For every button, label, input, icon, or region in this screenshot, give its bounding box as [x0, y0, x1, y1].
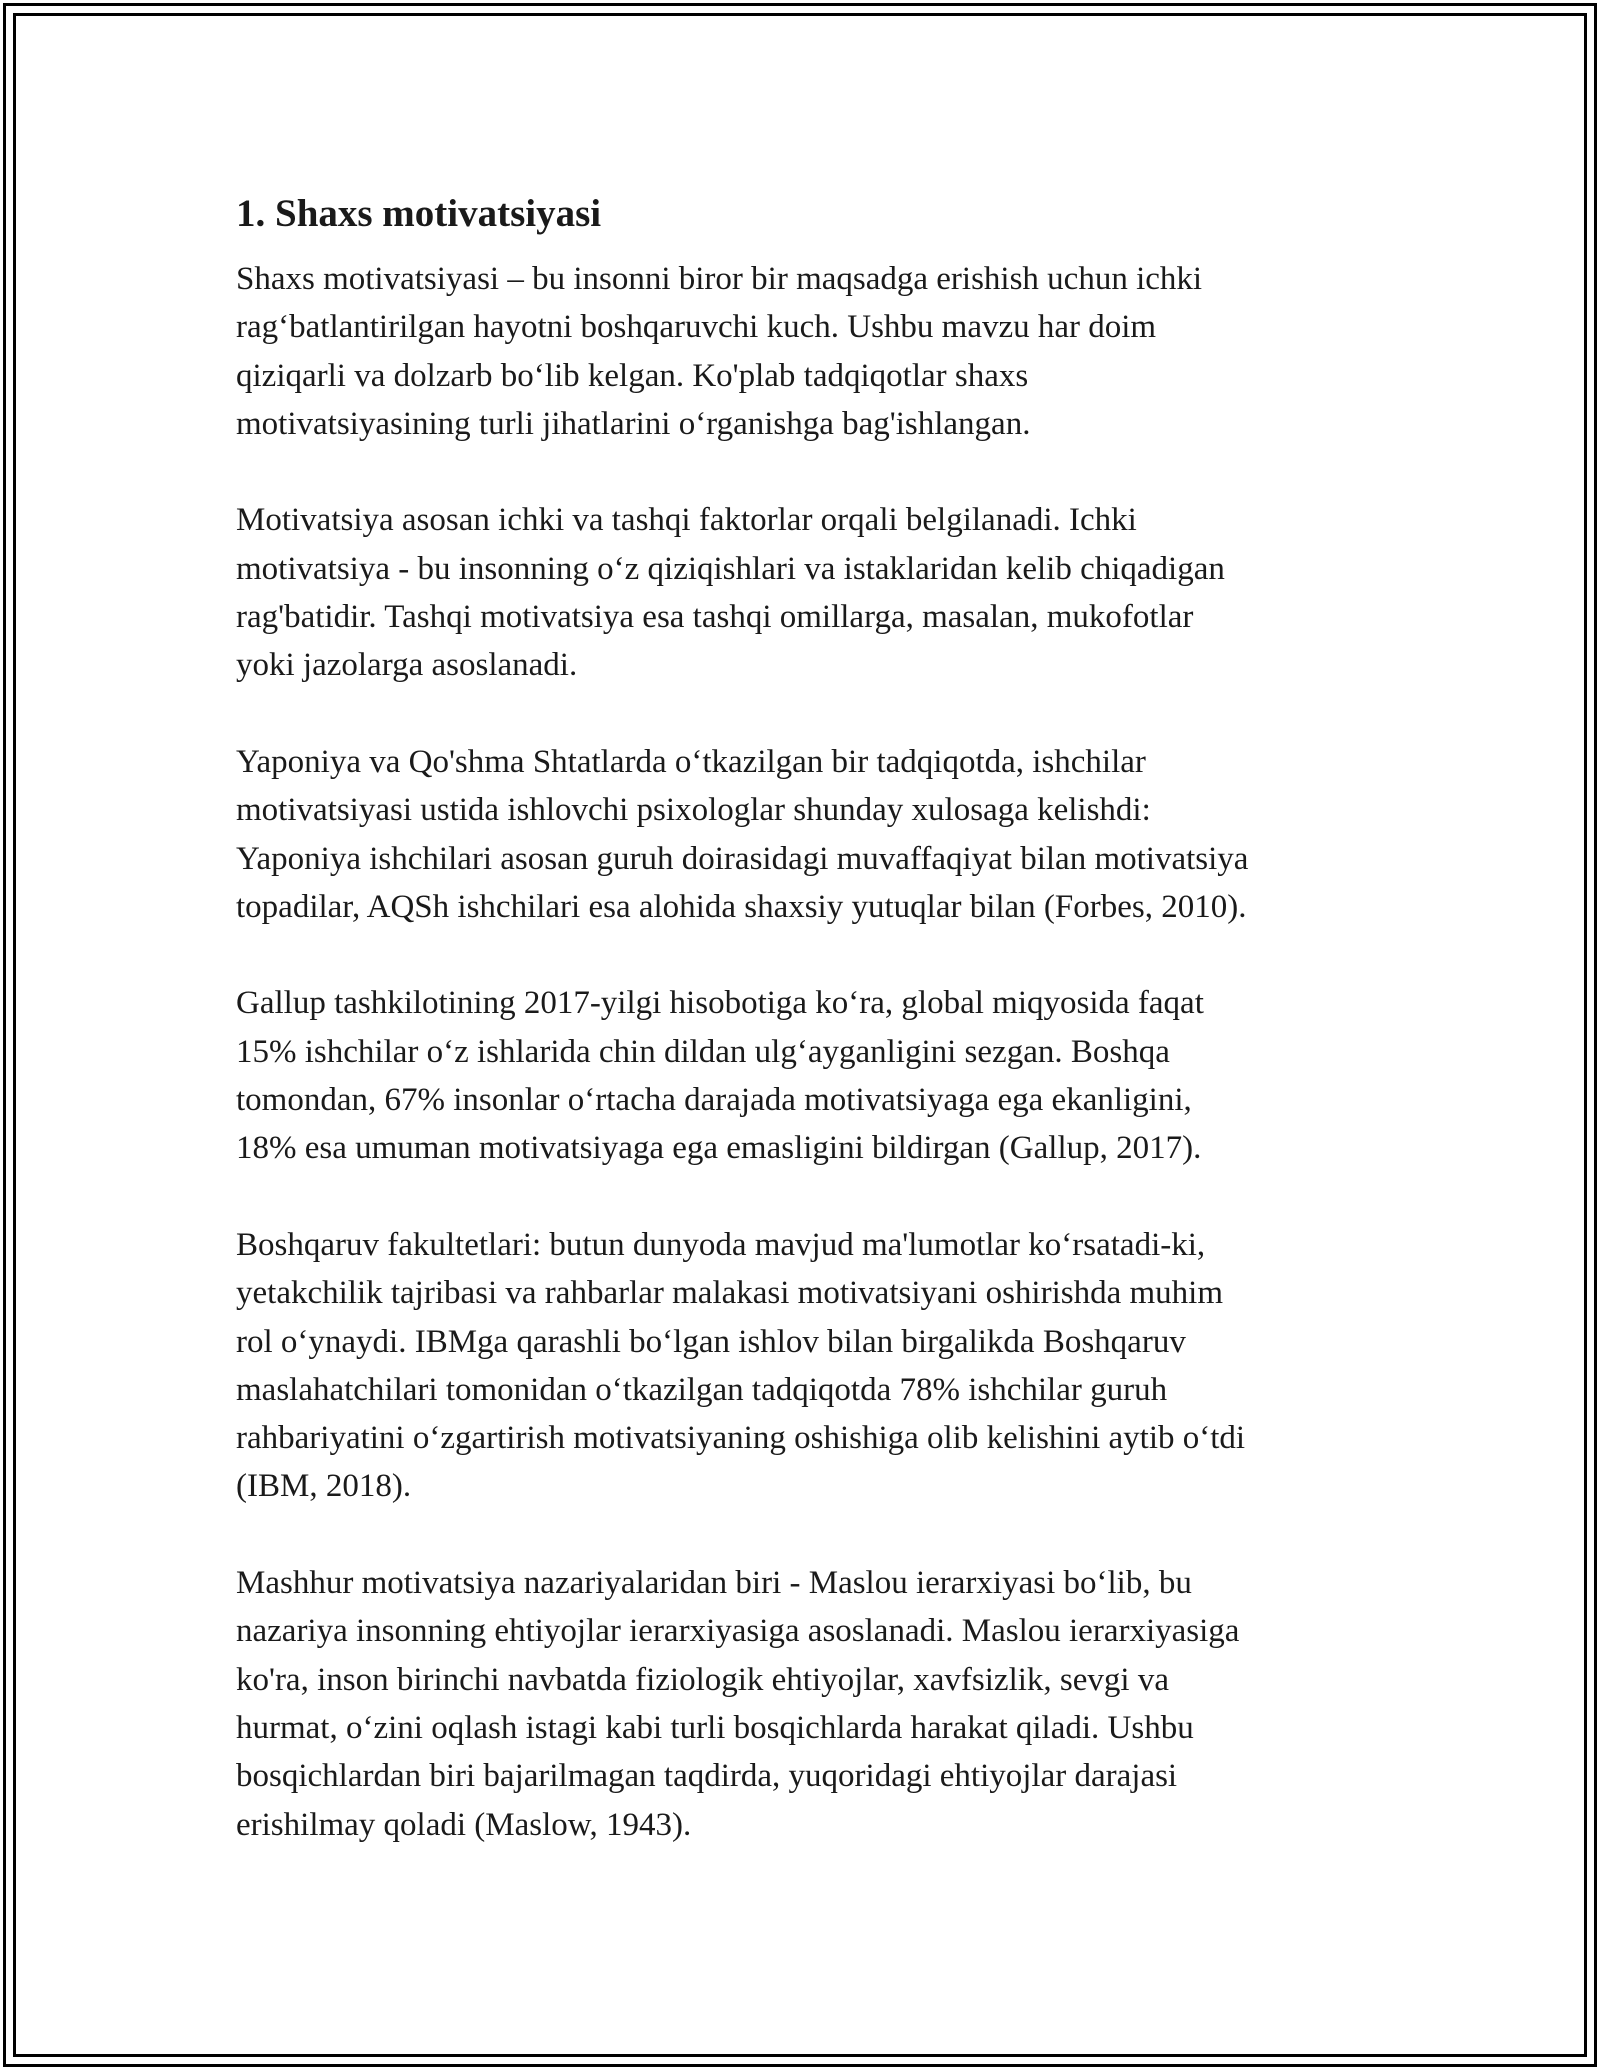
- paragraph-line: rag‘batlantirilgan hayotni boshqaruvchi kuch. Ushbu mavzu har doim: [236, 309, 1157, 346]
- paragraph-line: yetakchilik tajribasi va rahbarlar malakasi motivatsiyani oshirishda muhim: [236, 1275, 1223, 1312]
- paragraph-line: tomondan, 67% insonlar o‘rtacha darajada motivatsiyaga ega ekanligini,: [236, 1082, 1192, 1119]
- paragraph-line: motivatsiyasi ustida ishlovchi psixologlar shunday xulosaga kelishdi:: [236, 792, 1151, 829]
- paragraph-line: hurmat, o‘zini oqlash istagi kabi turli bosqichlarda harakat qiladi. Ushbu: [236, 1709, 1194, 1746]
- paragraph-line: nazariya insonning ehtiyojlar ierarxiyasiga asoslanadi. Maslou ierarxiyasiga: [236, 1613, 1240, 1650]
- paragraph-line: Shaxs motivatsiyasi – bu insonni biror bir maqsadga erishish uchun ichki: [236, 261, 1203, 297]
- paragraph-line: qiziqarli va dolzarb bo‘lib kelgan. Ko'plab tadqiqotlar shaxs: [236, 357, 1029, 394]
- paragraph-line: yoki jazolarga asoslanadi.: [236, 647, 578, 684]
- paragraph-line: Boshqaruv fakultetlari: butun dunyoda mavjud ma'lumotlar ko‘rsatadi-ki,: [236, 1226, 1206, 1263]
- paragraph-japan-usa: [236, 738, 1386, 931]
- paragraph-line: bosqichlardan biri bajarilmagan taqdirda, yuqoridagi ehtiyojlar darajasi: [236, 1758, 1178, 1795]
- paragraph-gallup: [236, 979, 1386, 1172]
- paragraph-line: Motivatsiya asosan ichki va tashqi faktorlar orqali belgilanadi. Ichki: [236, 502, 1137, 539]
- paragraph-line: (IBM, 2018).: [236, 1468, 412, 1505]
- paragraph-line: rol o‘ynaydi. IBMga qarashli bo‘lgan ishlov bilan birgalikda Boshqaruv: [236, 1323, 1186, 1360]
- document-title: 1. Shaxs motivatsiyasi: [236, 192, 602, 235]
- paragraph-line: ko'ra, inson birinchi navbatda fiziologik ehtiyojlar, xavfsizlik, sevgi va: [236, 1661, 1169, 1698]
- paragraph-line: motivatsiyasining turli jihatlarini o‘rganishga bag'ishlangan.: [236, 405, 1031, 442]
- paragraph-internal-external: [236, 496, 1386, 689]
- paragraph-line: rag'batidir. Tashqi motivatsiya esa tashqi omillarga, masalan, mukofotlar: [236, 599, 1194, 636]
- paragraph-maslow: [236, 1559, 1386, 1849]
- document-body: [236, 184, 1386, 1897]
- paragraph-line: Mashhur motivatsiya nazariyalaridan biri - Maslou ierarxiyasi bo‘lib, bu: [236, 1565, 1192, 1602]
- paragraph-line: motivatsiya - bu insonning o‘z qiziqishlari va istaklaridan kelib chiqadigan: [236, 550, 1225, 587]
- paragraph-line: rahbariyatini o‘zgartirish motivatsiyaning oshishiga olib kelishini aytib o‘tdi: [236, 1420, 1246, 1457]
- paragraph-line: Yaponiya ishchilari asosan guruh doirasidagi muvaffaqiyat bilan motivatsiya: [236, 840, 1249, 877]
- paragraph-line: 18% esa umuman motivatsiyaga ega emasligini bildirgan (Gallup, 2017).: [236, 1130, 1202, 1167]
- paragraph-line: maslahatchilari tomonidan o‘tkazilgan tadqiqotda 78% ishchilar guruh: [236, 1371, 1168, 1408]
- paragraph-intro: [236, 255, 1386, 448]
- paragraph-line: Gallup tashkilotining 2017-yilgi hisobotiga ko‘ra, global miqyosida faqat: [236, 985, 1204, 1022]
- paragraph-ibm: [236, 1221, 1386, 1511]
- paragraph-line: Yaponiya va Qo'shma Shtatlarda o‘tkazilgan bir tadqiqotda, ishchilar: [236, 743, 1146, 780]
- paragraph-line: topadilar, AQSh ishchilari esa alohida shaxsiy yutuqlar bilan (Forbes, 2010).: [236, 888, 1247, 925]
- paragraph-line: erishilmay qoladi (Maslow, 1943).: [236, 1806, 692, 1843]
- paragraph-line: 15% ishchilar o‘z ishlarida chin dildan ulg‘ayganligini sezgan. Boshqa: [236, 1033, 1170, 1070]
